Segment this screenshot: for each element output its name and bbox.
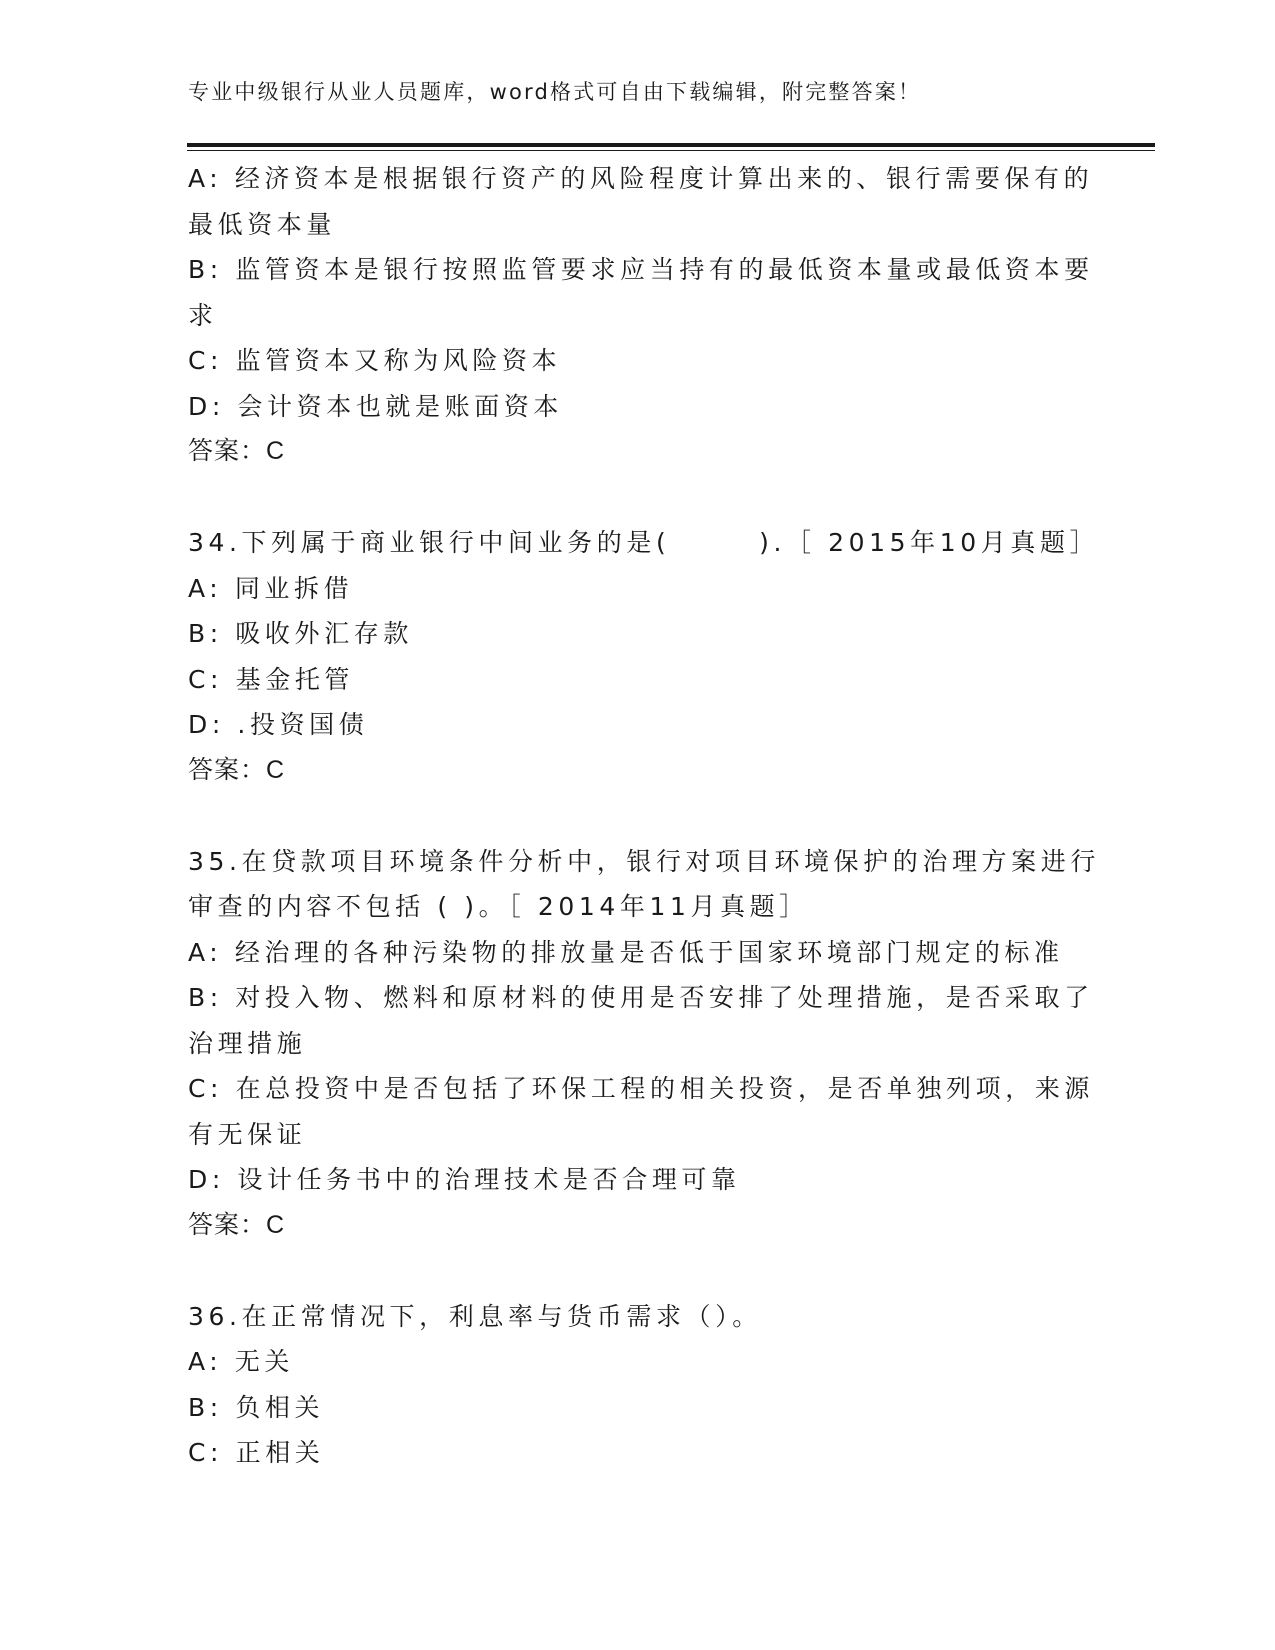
option-c-line-2: 有无保证	[188, 1119, 307, 1149]
option-b-line-2: 求	[188, 300, 218, 330]
page-header: 专业中级银行从业人员题库，word格式可自由下载编辑，附完整答案！	[188, 80, 922, 104]
option-c: C: 基金托管	[188, 664, 355, 694]
question-text-line-2: 审查的内容不包括 ( )。［ 2014年11月真题］	[188, 892, 809, 921]
document-body	[188, 156, 1100, 1476]
option-d: D: 会计资本也就是账面资本	[188, 391, 564, 421]
question-text-line-1: 35.在贷款项目环境条件分析中，银行对项目环境保护的治理方案进行	[188, 846, 1100, 876]
option-b: B: 负相关	[188, 1392, 325, 1422]
question-34	[188, 520, 1100, 793]
option-b-line-1: B: 对投入物、燃料和原材料的使用是否安排了处理措施，是否采取了	[188, 983, 1094, 1012]
option-a: A: 同业拆借	[188, 573, 354, 603]
answer: 答案：C	[188, 755, 286, 784]
option-c: C: 监管资本又称为风险资本	[188, 346, 562, 375]
option-b-line-2: 治理措施	[188, 1028, 307, 1058]
option-c: C: 正相关	[188, 1438, 325, 1467]
answer: 答案：C	[188, 1210, 286, 1239]
option-d: D: 设计任务书中的治理技术是否合理可靠	[188, 1165, 741, 1194]
option-a-line-1: A: 经济资本是根据银行资产的风险程度计算出来的、银行需要保有的	[188, 164, 1094, 193]
option-d: D: .投资国债	[188, 710, 369, 739]
question-text: 34.下列属于商业银行中间业务的是( ).［ 2015年10月真题］	[188, 528, 1100, 557]
question-35	[188, 839, 1100, 1249]
option-b: B: 吸收外汇存款	[188, 619, 413, 648]
option-a: A: 经治理的各种污染物的排放量是否低于国家环境部门规定的标准	[188, 937, 1064, 967]
answer: 答案：C	[188, 437, 286, 465]
question-text: 36.在正常情况下，利息率与货币需求（）。	[188, 1301, 762, 1331]
header-rule-thin	[187, 150, 1155, 151]
spacer	[188, 1248, 1088, 1294]
option-b-line-1: B: 监管资本是银行按照监管要求应当持有的最低资本量或最低资本要	[188, 255, 1094, 284]
option-c-line-1: C: 在总投资中是否包括了环保工程的相关投资，是否单独列项，来源	[188, 1074, 1095, 1103]
header-rule-thick	[187, 143, 1155, 147]
spacer	[188, 475, 1088, 521]
question-33	[188, 156, 1094, 475]
question-36	[188, 1294, 1088, 1476]
option-a-line-2: 最低资本量	[188, 209, 337, 239]
spacer	[188, 793, 1088, 839]
option-a: A: 无关	[188, 1347, 295, 1376]
